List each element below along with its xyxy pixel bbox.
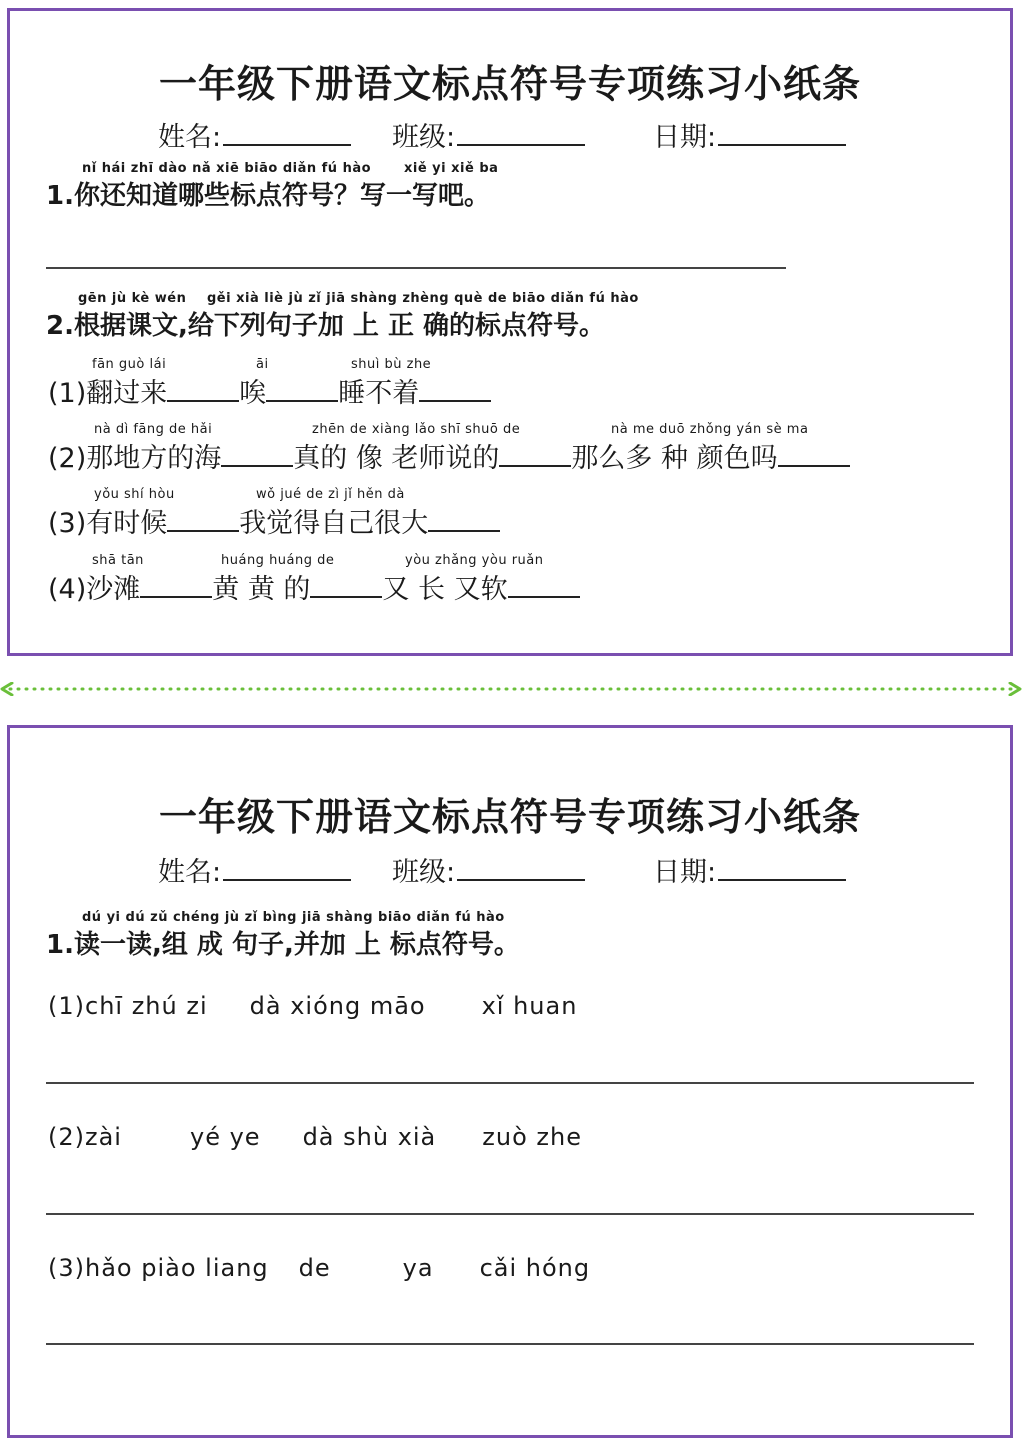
class-label: 班级: (392, 122, 456, 153)
item-pinyin: huáng huáng de (221, 553, 335, 568)
sentence-part: 睡不着 (338, 378, 420, 409)
class-label: 班级: (392, 857, 456, 888)
sentence-part: 有时候 (86, 508, 168, 539)
item-pinyin: nà dì fāng de hǎi (94, 422, 213, 437)
date-label: 日期: (653, 122, 717, 153)
punctuation-blank[interactable] (266, 378, 338, 402)
punctuation-blank[interactable] (167, 378, 239, 402)
pinyin-item-2 (48, 1123, 582, 1151)
sentence-part: 那地方的海 (86, 443, 222, 474)
sentence-item-2 (48, 436, 850, 475)
punctuation-blank[interactable] (140, 574, 212, 598)
punctuation-blank[interactable] (499, 443, 571, 467)
sentence-item-3 (48, 501, 500, 540)
pinyin-word: hǎo piào liang (85, 1254, 269, 1282)
date-blank[interactable] (718, 122, 846, 146)
class-field[interactable] (392, 850, 585, 889)
cut-line (0, 682, 1022, 696)
answer-line[interactable] (46, 1082, 974, 1084)
pinyin-word: zuò zhe (482, 1123, 582, 1151)
question-2: 2.根据课文,给下列句子加 上 正 确的标点符号。 (46, 311, 606, 341)
pinyin-word: ya (402, 1254, 434, 1282)
q2-pinyin: gēn jù kè wén (78, 291, 187, 306)
sentence-part: 又 长 又软 (382, 574, 508, 605)
pinyin-word: dà xióng māo (249, 992, 426, 1020)
pinyin-word: zài (85, 1123, 122, 1151)
sentence-part: 黄 黄 的 (212, 574, 311, 605)
item-pinyin: nà me duō zhǒng yán sè ma (611, 422, 809, 437)
item-number: (3) (48, 508, 87, 539)
pinyin-item-1 (48, 992, 577, 1020)
punctuation-blank[interactable] (221, 443, 293, 467)
sentence-part: 那么多 种 颜色吗 (571, 443, 778, 474)
name-blank[interactable] (223, 857, 351, 881)
pinyin-word: dà shù xià (302, 1123, 437, 1151)
name-field[interactable] (158, 850, 351, 889)
item-pinyin: zhēn de xiàng lǎo shī shuō de (312, 422, 521, 437)
name-field[interactable] (158, 115, 351, 154)
item-pinyin: yòu zhǎng yòu ruǎn (405, 553, 544, 568)
q1-pinyin-2: xiě yi xiě ba (404, 161, 499, 176)
class-blank[interactable] (457, 122, 585, 146)
punctuation-blank[interactable] (428, 508, 500, 532)
pinyin-word: chī zhú zi (85, 992, 208, 1020)
item-number: (2) (48, 443, 87, 474)
worksheet-title: 一年级下册语文标点符号专项练习小纸条 (158, 62, 861, 106)
item-pinyin: shā tān (92, 553, 144, 568)
q2-pinyin-2: gěi xià liè jù zǐ jiā shàng zhèng què de biāo diǎn fú hào (207, 291, 639, 306)
item-pinyin: wǒ jué de zì jǐ hěn dà (256, 487, 405, 502)
punctuation-blank[interactable] (778, 443, 850, 467)
sentence-part: 翻过来 (86, 378, 168, 409)
pinyin-word: cǎi hóng (479, 1254, 591, 1282)
item-pinyin: fān guò lái (92, 357, 167, 372)
class-blank[interactable] (457, 857, 585, 881)
date-blank[interactable] (718, 857, 846, 881)
item-pinyin: yǒu shí hòu (94, 487, 175, 502)
answer-line[interactable] (46, 267, 786, 269)
name-label: 姓名: (158, 122, 222, 153)
q1-pinyin: nǐ hái zhī dào nǎ xiē biāo diǎn fú hào (82, 161, 372, 176)
punctuation-blank[interactable] (419, 378, 491, 402)
date-field[interactable] (653, 850, 846, 889)
punctuation-blank[interactable] (508, 574, 580, 598)
item-number: (1) (48, 992, 85, 1020)
question-1: 1.读一读,组 成 句子,并加 上 标点符号。 (46, 930, 520, 960)
item-number: (2) (48, 1123, 85, 1151)
worksheet-1 (7, 8, 1013, 656)
class-field[interactable] (392, 115, 585, 154)
name-blank[interactable] (223, 122, 351, 146)
date-field[interactable] (653, 115, 846, 154)
punctuation-blank[interactable] (167, 508, 239, 532)
punctuation-blank[interactable] (310, 574, 382, 598)
pinyin-item-3 (48, 1254, 590, 1282)
question-1: 1.你还知道哪些标点符号？写一写吧。 (46, 181, 490, 211)
sentence-part: 唉 (239, 378, 267, 409)
item-number: (4) (48, 574, 87, 605)
answer-line[interactable] (46, 1343, 974, 1345)
pinyin-word: yé ye (189, 1123, 261, 1151)
item-pinyin: shuì bù zhe (351, 357, 432, 372)
sentence-part: 我觉得自己很大 (239, 508, 429, 539)
item-pinyin: āi (256, 357, 269, 372)
q1-pinyin: dú yi dú zǔ chéng jù zǐ bìng jiā shàng biāo diǎn fú hào (82, 910, 505, 925)
sentence-part: 沙滩 (86, 574, 141, 605)
sentence-item-1 (48, 371, 491, 410)
name-label: 姓名: (158, 857, 222, 888)
worksheet-title: 一年级下册语文标点符号专项练习小纸条 (158, 795, 861, 839)
item-number: (3) (48, 1254, 85, 1282)
sentence-part: 真的 像 老师说的 (293, 443, 500, 474)
item-number: (1) (48, 378, 87, 409)
date-label: 日期: (653, 857, 717, 888)
worksheet-2 (7, 725, 1013, 1438)
pinyin-word: de (298, 1254, 331, 1282)
pinyin-word: xǐ huan (481, 992, 578, 1020)
sentence-item-4 (48, 567, 580, 606)
answer-line[interactable] (46, 1213, 974, 1215)
